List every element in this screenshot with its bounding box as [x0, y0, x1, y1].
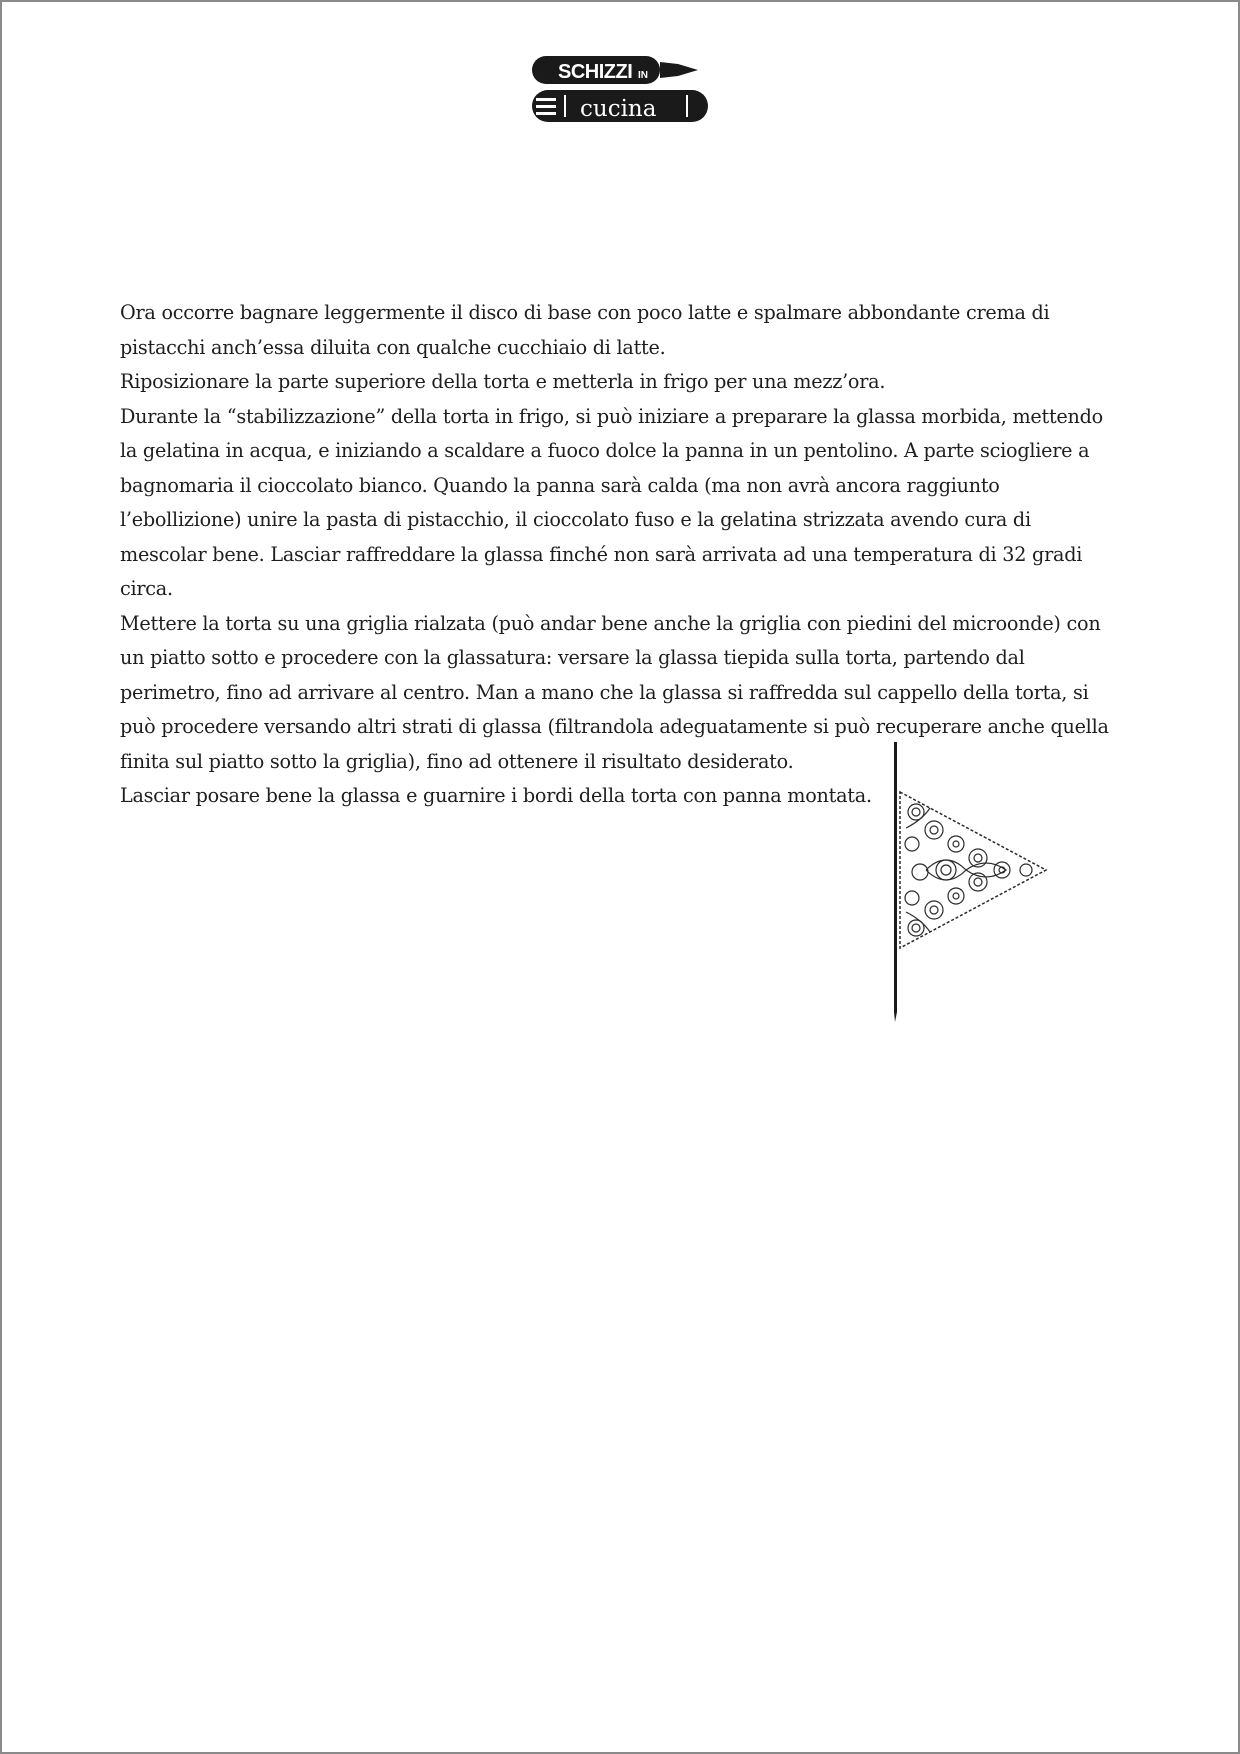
logo-pencil-tip [660, 62, 698, 78]
logo-word-cucina: cucina [580, 96, 657, 122]
paragraph: Riposizionare la parte superiore della torta e metterla in frigo per una mezz’ora. [120, 370, 886, 393]
logo-divider [686, 95, 688, 117]
brand-logo [528, 52, 710, 128]
ornament-swirls [905, 804, 1032, 936]
paragraph: Lasciar posare bene la glassa e guarnire i bordi della torta con panna montata. [120, 784, 872, 807]
decorative-ornament [886, 732, 1056, 1022]
paragraph: Mettere la torta su una griglia rialzata (può andar bene anche la griglia con piedini del microonde) con un piatto sotto e procedere con la glassatura: versare la glassa tiepida sulla torta, partendo dal perimetro, fino ad arrivare al centro. Man a mano che la glassa si raffredda sul cappello della torta, si può procedere versando altri strati di glassa (filtrandola adeguatamente si può recuperare anche quella finita sul piatto sotto la griglia), fino ad ottenere il risultato desiderato. [120, 611, 1109, 773]
ornament-icon [886, 732, 1056, 1022]
fork-tine-icon [536, 112, 556, 115]
fork-tine-icon [536, 105, 556, 108]
paragraph: Durante la “stabilizzazione” della torta in frigo, si può iniziare a preparare la glassa morbida, mettendo la gelatina in acqua, e iniziando a scaldare a fuoco dolce la panna in un pentolino. A parte sciogliere a bagnomaria il cioccolato bianco. Quando la panna sarà calda (ma non avrà ancora raggiunto l’ebollizione) unire la pasta di pistacchio, il cioccolato fuso e la gelatina strizzata avendo cura di mescolar bene. Lasciar raffreddare la glassa finché non sarà arrivata ad una temperatura di 32 gradi circa. [120, 404, 1103, 600]
paragraph: Ora occorre bagnare leggermente il disco di base con poco latte e spalmare abbondante crema di pistacchi anch’essa diluita con qualche cucchiaio di latte. [120, 301, 1050, 359]
ornament-blade [894, 742, 897, 1022]
fork-tine-icon [536, 98, 556, 101]
logo-word-schizzi: SCHIZZI [558, 61, 633, 83]
ornament-outline [900, 792, 1046, 948]
logo-graphic [528, 52, 710, 128]
logo-divider [564, 95, 566, 117]
logo-word-in: IN [638, 70, 648, 81]
